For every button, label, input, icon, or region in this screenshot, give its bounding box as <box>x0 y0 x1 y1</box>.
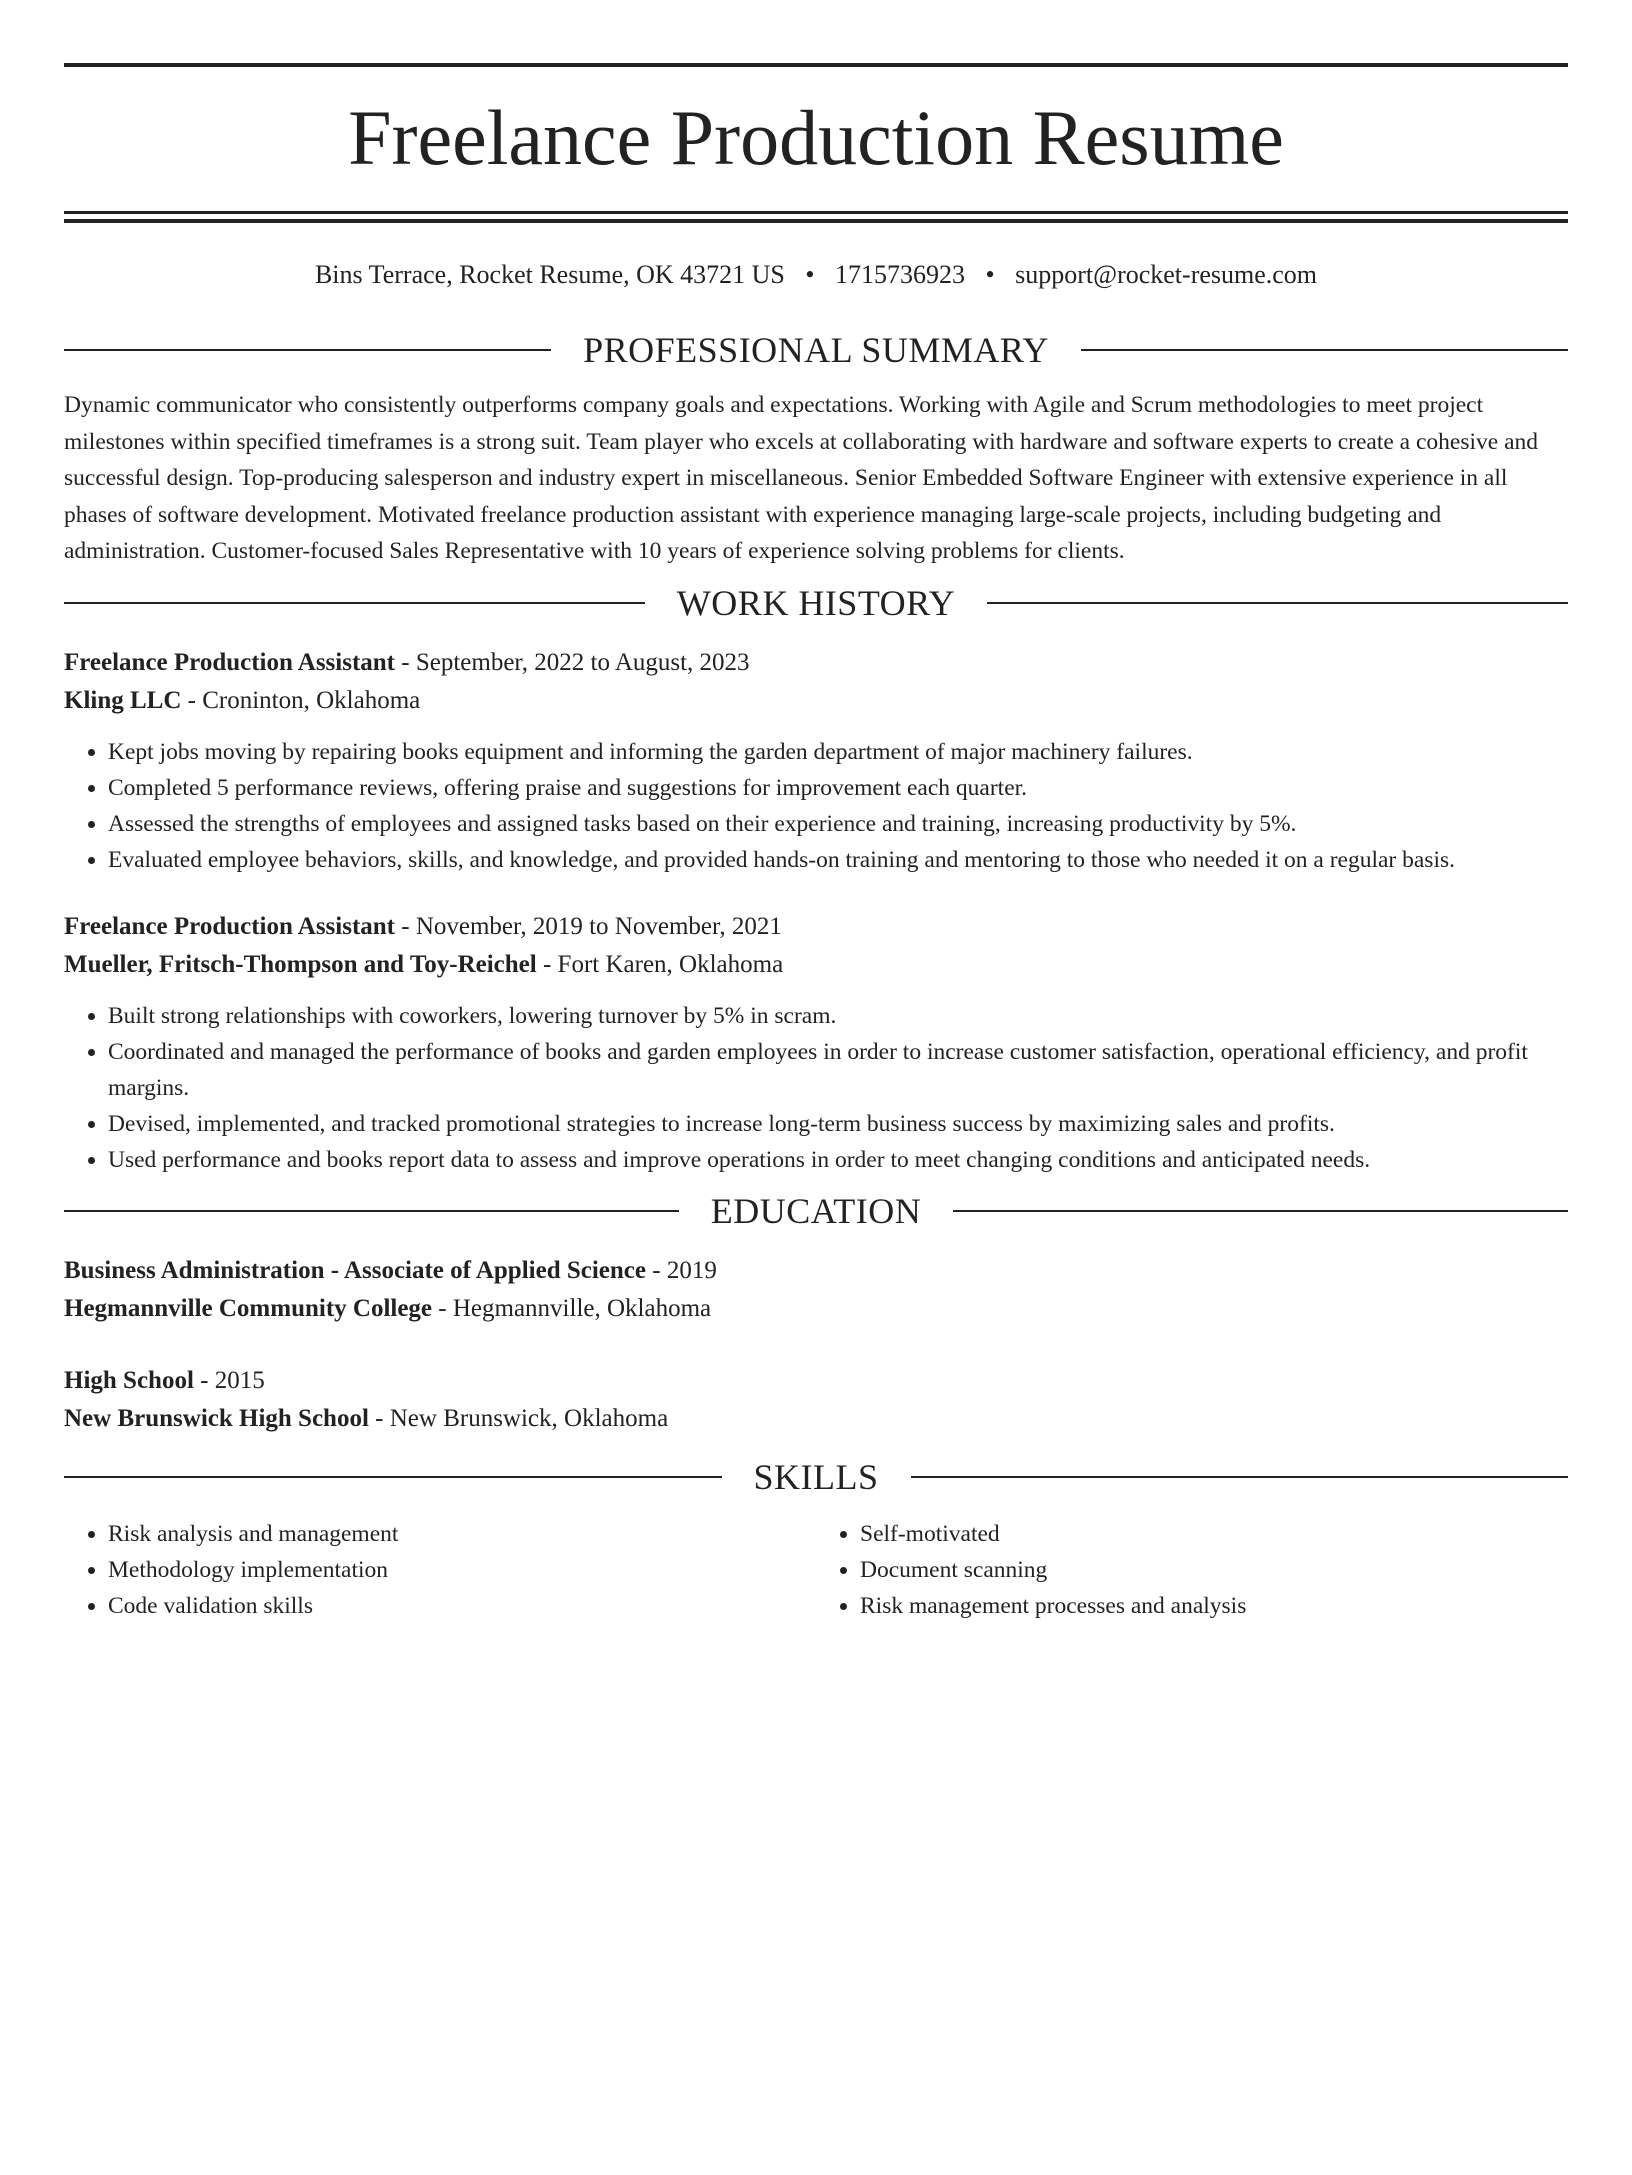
education-school-line <box>64 1290 1568 1328</box>
job-location: - Fort Karen, Oklahoma <box>536 950 784 978</box>
job-entry <box>64 644 1568 878</box>
job-title: Freelance Production Assistant <box>64 912 396 940</box>
education-degree: High School <box>64 1366 194 1394</box>
job-bullets <box>64 998 1568 1178</box>
job-entry <box>64 908 1568 1178</box>
heading-rule-left <box>64 1476 722 1478</box>
section-heading-summary <box>64 329 1568 371</box>
job-bullet: • Evaluated employee behaviors, skills, and knowledge, and provided hands-on training and mentoring to those who needed it on a regular basis. <box>108 842 1568 878</box>
work-heading: WORK HISTORY <box>676 582 956 623</box>
job-title: Freelance Production Assistant <box>64 648 396 676</box>
section-heading-work <box>64 582 1568 624</box>
job-company: Kling LLC <box>64 686 182 714</box>
title-double-rule <box>64 211 1568 223</box>
education-degree-line <box>64 1252 1568 1290</box>
skills-columns <box>64 1516 1568 1624</box>
heading-rule-right <box>1081 349 1568 351</box>
resume-page <box>0 63 1632 2175</box>
skills-heading: SKILLS <box>753 1456 879 1497</box>
job-bullet: • Built strong relationships with coworkers, lowering turnover by 5% in scram. <box>108 998 1568 1034</box>
summary-heading: PROFESSIONAL SUMMARY <box>583 330 1049 370</box>
education-entry <box>64 1252 1568 1328</box>
heading-rule-left <box>64 349 551 351</box>
education-school: New Brunswick High School <box>64 1404 369 1432</box>
skill-item: • Self-motivated <box>860 1516 1568 1552</box>
job-bullet: • Coordinated and managed the performance of books and garden employees in order to increase customer satisfaction, operational efficiency, and profit margins. <box>108 1034 1568 1106</box>
education-degree: Business Administration - Associate of Applied Science <box>64 1256 646 1284</box>
job-bullets <box>64 734 1568 878</box>
education-location: - Hegmannville, Oklahoma <box>432 1294 712 1322</box>
skill-item: • Risk analysis and management <box>108 1516 816 1552</box>
education-location: - New Brunswick, Oklahoma <box>368 1404 669 1432</box>
separator-dot: • <box>985 260 995 289</box>
job-dates: - September, 2022 to August, 2023 <box>395 648 750 676</box>
education-year: - 2019 <box>646 1256 717 1284</box>
job-title-line <box>64 644 1568 682</box>
heading-rule-right <box>953 1210 1568 1212</box>
education-year: - 2015 <box>193 1366 265 1394</box>
heading-rule-left <box>64 602 645 604</box>
job-company: Mueller, Fritsch-Thompson and Toy-Reichel <box>64 950 537 978</box>
job-bullet: • Used performance and books report data to assess and improve operations in order to meet changing conditions and anticipated needs. <box>108 1142 1568 1178</box>
section-heading-skills <box>64 1456 1568 1498</box>
job-bullet: • Kept jobs moving by repairing books equipment and informing the garden department of major machinery failures. <box>108 734 1568 770</box>
resume-title: Freelance Production Resume <box>348 94 1284 181</box>
heading-rule-right <box>987 602 1568 604</box>
job-company-line <box>64 682 1568 720</box>
contact-address: Bins Terrace, Rocket Resume, OK 43721 US <box>314 260 785 289</box>
separator-dot: • <box>805 260 815 289</box>
skills-list-right <box>816 1516 1568 1624</box>
job-bullet: • Devised, implemented, and tracked promotional strategies to increase long-term business success by maximizing sales and profits. <box>108 1106 1568 1142</box>
job-bullet: • Assessed the strengths of employees and assigned tasks based on their experience and training, increasing productivity by 5%. <box>108 806 1568 842</box>
summary-text: Dynamic communicator who consistently outperforms company goals and expectations. Working with Agile and Scrum methodologies to meet project milestones within specified timeframes is a strong suit. Team player who excels at collaborating with hardware and software experts to create a cohesive and successful design. Top-producing salesperson and industry expert in miscellaneous. Senior Embedded Software Engineer with extensive experience in all phases of software development. Motivated freelance production assistant with experience managing large-scale projects, including budgeting and administration. Customer-focused Sales Representative with 10 years of experience solving problems for clients. <box>64 392 1539 564</box>
skill-item: • Document scanning <box>860 1552 1568 1588</box>
education-degree-line <box>64 1362 1568 1400</box>
skills-list-left <box>64 1516 816 1624</box>
heading-rule-left <box>64 1210 679 1212</box>
job-dates: - November, 2019 to November, 2021 <box>395 912 782 940</box>
job-bullet: • Completed 5 performance reviews, offering praise and suggestions for improvement each quarter. <box>108 770 1568 806</box>
education-entry <box>64 1362 1568 1438</box>
skill-item: • Methodology implementation <box>108 1552 816 1588</box>
job-title-line <box>64 908 1568 946</box>
job-company-line <box>64 946 1568 984</box>
contact-email: support@rocket-resume.com <box>1015 260 1318 289</box>
skill-item: • Risk management processes and analysis <box>860 1588 1568 1624</box>
top-rule <box>64 63 1568 67</box>
education-school-line <box>64 1400 1568 1438</box>
contact-line <box>64 259 1568 291</box>
job-location: - Croninton, Oklahoma <box>181 686 421 714</box>
section-heading-education <box>64 1190 1568 1232</box>
skill-item: • Code validation skills <box>108 1588 816 1624</box>
education-school: Hegmannville Community College <box>64 1294 433 1322</box>
education-heading: EDUCATION <box>710 1190 922 1231</box>
heading-rule-right <box>911 1476 1569 1478</box>
contact-phone: 1715736923 <box>835 260 966 289</box>
